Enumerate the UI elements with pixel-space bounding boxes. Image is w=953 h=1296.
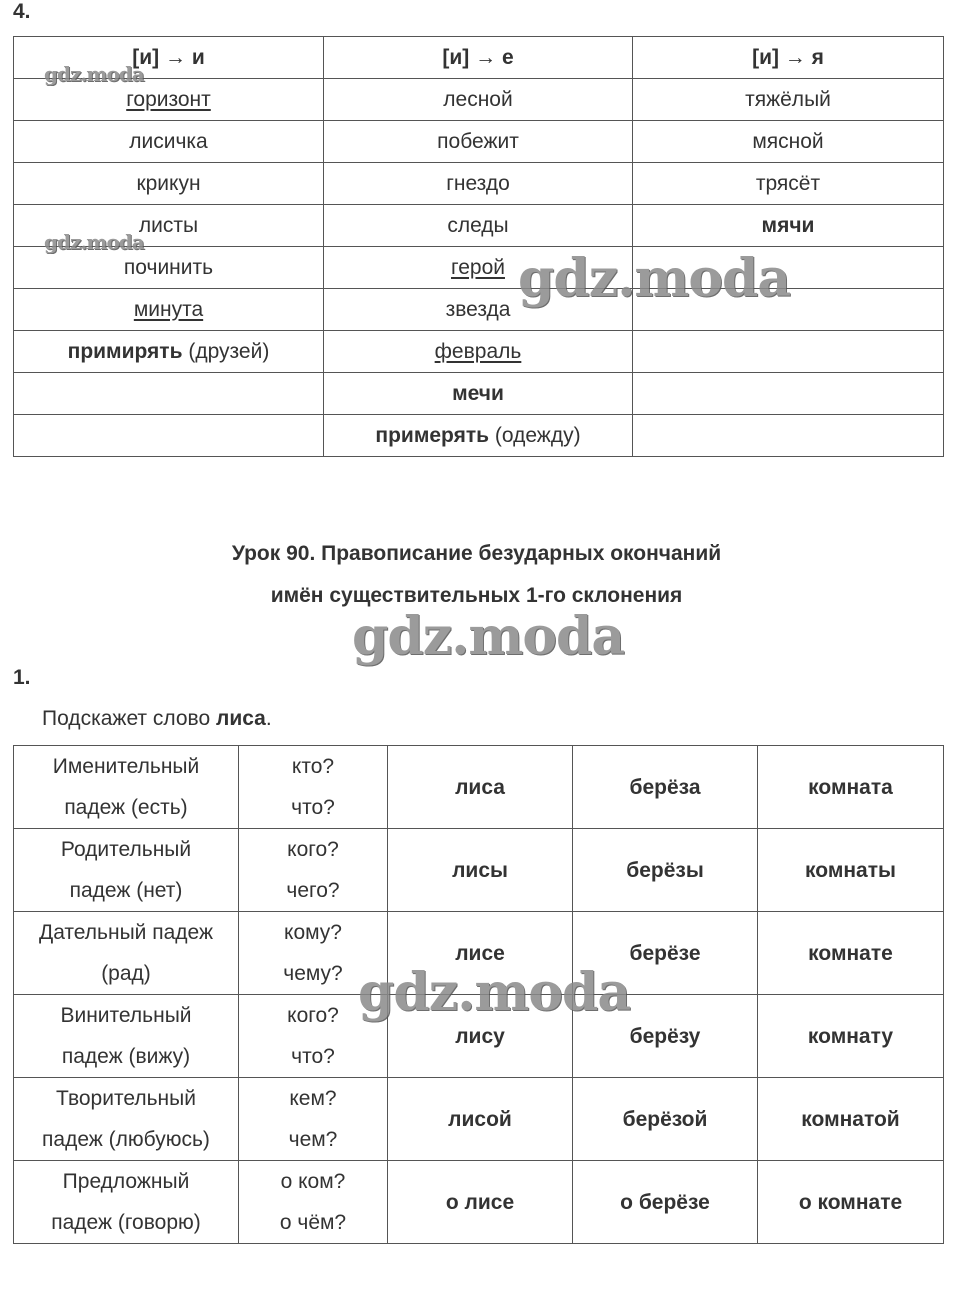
question-cell (239, 1161, 388, 1244)
task4-word: примирять (67, 339, 183, 363)
task4-cell (324, 331, 633, 373)
case-cell-line: Предложный (62, 1170, 190, 1193)
case-cell-line: Винительный (60, 1004, 192, 1027)
word-form-cell: берёзу (573, 995, 758, 1078)
question-cell-line: кем? (289, 1087, 337, 1110)
watermark-small-2: gdz.moda (44, 230, 144, 254)
question-cell (239, 829, 388, 912)
task4-cell (14, 415, 324, 457)
word-form-cell: о берёзе (573, 1161, 758, 1244)
task4-word: мясной (752, 129, 824, 153)
word-form-cell: лисой (388, 1078, 573, 1161)
word-form-cell: о комнате (758, 1161, 944, 1244)
task4-cell (324, 163, 633, 205)
task4-cell (324, 79, 633, 121)
task4-word: февраль (434, 339, 522, 363)
case-cell (14, 995, 239, 1078)
question-cell-line: кого? (287, 838, 339, 861)
task4-word: мечи (452, 381, 504, 405)
task4-cell (633, 331, 944, 373)
word-form-cell: комнату (758, 995, 944, 1078)
task4-row (14, 331, 944, 373)
question-cell-line: чего? (286, 879, 340, 902)
task4-row (14, 121, 944, 163)
task4-cell (633, 79, 944, 121)
task4-word: лесной (443, 87, 513, 111)
watermark-large-2: gdz.moda (352, 606, 625, 667)
question-cell-line: чем? (288, 1128, 338, 1151)
declension-row (14, 829, 944, 912)
task4-row (14, 289, 944, 331)
watermark-large-1: gdz.moda (518, 248, 791, 309)
word-form-cell: лисы (388, 829, 573, 912)
task4-table (13, 36, 944, 457)
case-cell (14, 912, 239, 995)
task4-cell (324, 415, 633, 457)
case-cell-line: Творительный (56, 1087, 196, 1110)
task4-cell (633, 121, 944, 163)
task4-cell (324, 373, 633, 415)
task4-word: листы (138, 213, 199, 237)
task4-row (14, 163, 944, 205)
task4-word: горизонт (126, 87, 211, 111)
question-cell-line: кому? (284, 921, 342, 944)
question-cell-line: о ком? (280, 1170, 346, 1193)
question-cell-line: о чём? (279, 1211, 347, 1234)
task4-word: крикун (136, 171, 201, 195)
task4-cell (324, 205, 633, 247)
hint-suffix: . (265, 707, 272, 730)
case-cell-line: падеж (есть) (64, 796, 188, 819)
word-form-cell: лису (388, 995, 573, 1078)
question-cell (239, 746, 388, 829)
task4-header-cell: [и] → я (633, 37, 944, 79)
task4-word: следы (447, 213, 509, 237)
question-cell-line: чему? (283, 962, 343, 985)
declension-row (14, 746, 944, 829)
question-cell-line: что? (291, 796, 335, 819)
case-cell (14, 829, 239, 912)
task4-cell (633, 373, 944, 415)
task4-word: мячи (761, 213, 815, 237)
declension-row (14, 1161, 944, 1244)
task4-word: тяжёлый (745, 87, 831, 111)
word-form-cell: берёза (573, 746, 758, 829)
task4-word-note: (друзей) (182, 339, 270, 363)
question-cell-line: что? (291, 1045, 335, 1068)
task4-cell (633, 415, 944, 457)
task4-word: звезда (445, 297, 511, 321)
task4-cell (14, 121, 324, 163)
word-form-cell: о лисе (388, 1161, 573, 1244)
task4-word-note: (одежду) (489, 423, 581, 447)
question-cell-line: кого? (287, 1004, 339, 1027)
task4-cell (324, 121, 633, 163)
task4-word: лисичка (129, 129, 208, 153)
case-cell-line: падеж (говорю) (51, 1211, 201, 1234)
task4-row (14, 205, 944, 247)
watermark-small-1: gdz.moda (44, 62, 144, 86)
word-form-cell: комнатой (758, 1078, 944, 1161)
word-form-cell: лиса (388, 746, 573, 829)
watermark-large-3: gdz.moda (358, 962, 631, 1023)
case-cell (14, 1078, 239, 1161)
task4-word: примерять (375, 423, 490, 447)
hint-prefix: Подскажет слово (42, 707, 216, 730)
question-cell (239, 1078, 388, 1161)
lesson-title-line1: Урок 90. Правописание безударных окончаний (231, 542, 722, 565)
case-cell (14, 746, 239, 829)
task4-header-row (14, 37, 944, 79)
case-cell-line: Именительный (52, 755, 200, 778)
word-form-cell: берёзы (573, 829, 758, 912)
task4-word: побежит (437, 129, 519, 153)
question-cell-line: кто? (291, 755, 335, 778)
word-form-cell: берёзе (573, 912, 758, 995)
declension-row (14, 1078, 944, 1161)
task4-cell (14, 331, 324, 373)
case-cell (14, 1161, 239, 1244)
case-cell-line: падеж (нет) (69, 879, 183, 902)
task4-cell (14, 373, 324, 415)
task4-cell (633, 163, 944, 205)
word-form-cell: комнате (758, 912, 944, 995)
task4-number: 4. (13, 0, 31, 23)
task4-cell (14, 163, 324, 205)
case-cell-line: Родительный (60, 838, 192, 861)
task4-header-cell: [и] → е (324, 37, 633, 79)
lesson-title-line2: имён существительных 1-го склонения (270, 584, 683, 607)
hint-word: лиса (215, 707, 266, 730)
task4-row (14, 373, 944, 415)
case-cell-line: Дательный падеж (38, 921, 214, 944)
task4-word: гнездо (446, 171, 510, 195)
task4-cell (14, 289, 324, 331)
task4-row (14, 79, 944, 121)
case-cell-line: (рад) (101, 962, 151, 985)
task4-word: минута (133, 297, 204, 321)
case-cell-line: падеж (любуюсь) (42, 1128, 210, 1151)
case-cell-line: падеж (вижу) (61, 1045, 191, 1068)
task4-word: герой (451, 255, 505, 279)
task1-number: 1. (13, 666, 31, 689)
task4-word: трясёт (755, 171, 821, 195)
word-form-cell: лисе (388, 912, 573, 995)
word-form-cell: комнаты (758, 829, 944, 912)
task4-word: починить (123, 255, 214, 279)
task4-row (14, 247, 944, 289)
word-form-cell: комната (758, 746, 944, 829)
task4-header-cell: [и] → и (14, 37, 324, 79)
task1-hint (42, 707, 272, 731)
task4-cell (633, 205, 944, 247)
task4-row (14, 415, 944, 457)
word-form-cell: берёзой (573, 1078, 758, 1161)
